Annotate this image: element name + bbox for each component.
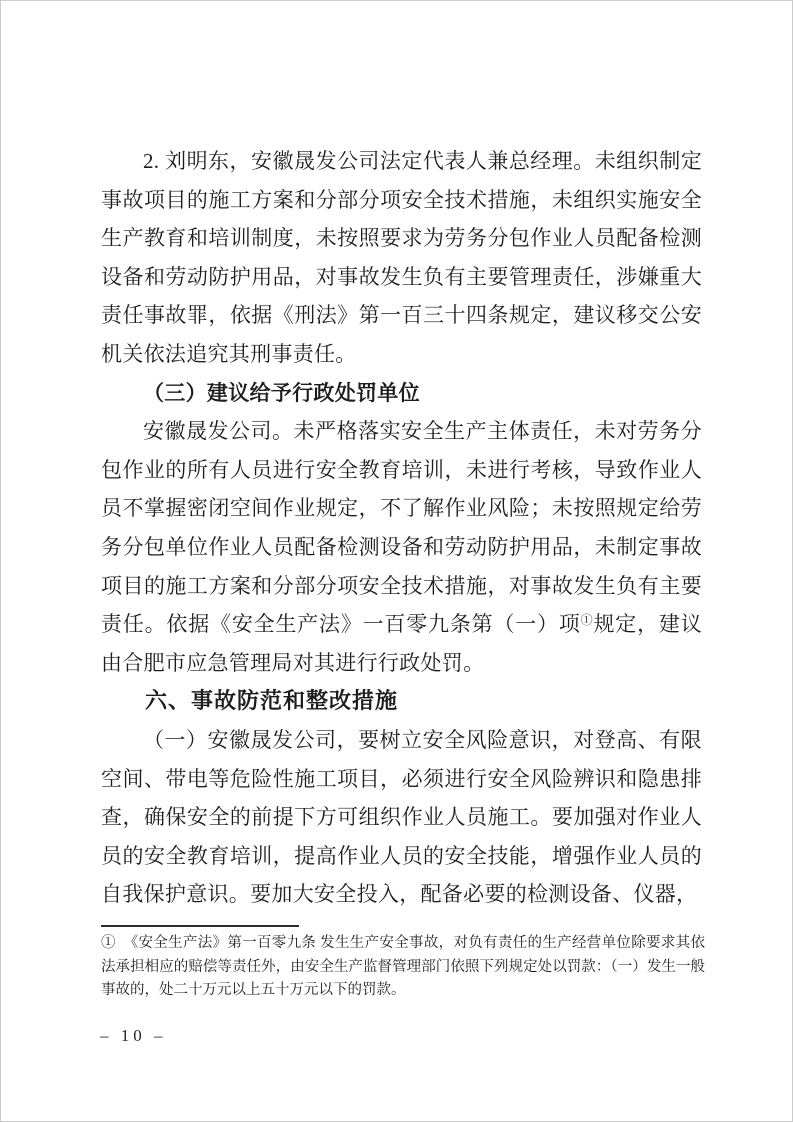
footnote-marker: ① xyxy=(101,935,116,951)
section-heading-prevention: 六、事故防范和整改措施 xyxy=(145,688,399,714)
paragraph-company-penalty-text: 安徽晟发公司。未严格落实安全生产主体责任，未对劳务分包作业的所有人员进行安全教育培训，未进行考核，导致作业人员不掌握密闭空间作业规定，不了解作业风险；未按照规定给劳务分包单位作业人员配备检测设备和劳动防护用品，未制定事故项目的施工方案和分部分项安全技术措施，对事故发生负有主要责任。依据《安全生产法》一百零九条第（一）项 xyxy=(101,419,702,637)
footnote-text: 《安全生产法》第一百零九条 发生生产安全事故，对负有责任的生产经营单位除要求其依法承担相应的赔偿等责任外，由安全生产监督管理部门依照下列规定处以罚款：（一）发生一般事故的，处二十万元以上五十万元以下的罚款。 xyxy=(101,935,705,998)
paragraph-prevention-measures: （一）安徽晟发公司，要树立安全风险意识，对登高、有限空间、带电等危险性施工项目，必须进行安全风险辨识和隐患排查，确保安全的前提下方可组织作业人员施工。要加强对作业人员的安全教育培训，提高作业人员的安全技能，增强作业人员的自我保护意识。要加大安全投入，配备必要的检测设备、仪器， xyxy=(101,727,702,907)
section-heading-admin-penalty: （三）建议给予行政处罚单位 xyxy=(143,380,420,405)
paragraph-company-penalty-text-after: 规定，建议由合肥市应急管理局对其进行行政处罚。 xyxy=(101,612,702,675)
page-number: – 10 – xyxy=(100,1026,167,1045)
footnote-divider xyxy=(101,925,299,927)
footnote-block xyxy=(101,925,705,1003)
paragraph-liu-mingdong: 2. 刘明东，安徽晟发公司法定代表人兼总经理。未组织制定事故项目的施工方案和分部分项安全技术措施，未组织实施安全生产教育和培训制度，未按照要求为劳务分包作业人员配备检测设备和劳动防护用品，对事故发生负有主要管理责任，涉嫌重大责任事故罪，依据《刑法》第一百三十四条规定，建议移交公安机关依法追究其刑事责任。 xyxy=(101,149,702,366)
footnote-reference-superscript: ① xyxy=(580,613,594,628)
footnote xyxy=(101,932,705,1003)
body-text xyxy=(101,142,702,914)
paragraph-company-penalty xyxy=(101,412,702,682)
